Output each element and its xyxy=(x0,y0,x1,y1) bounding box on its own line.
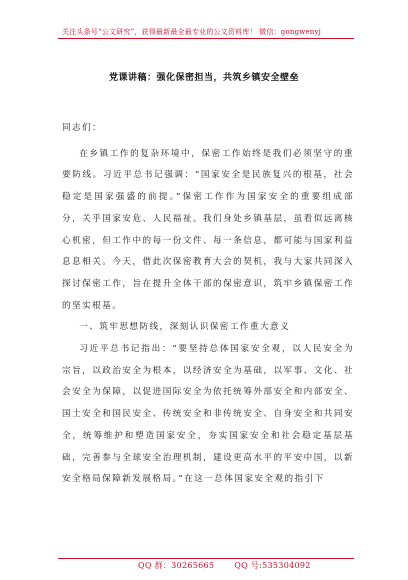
section-heading: 一、筑牢思想防线，深刻认识保密工作重大意义 xyxy=(79,322,291,333)
header-banner-text: 关注头条号“公文研究”，获得最新最全最专业的公文资料库！ 微信：gongwenyj xyxy=(62,28,322,36)
footer-contact xyxy=(138,560,311,571)
salutation: 同志们： xyxy=(62,123,103,133)
footer-qq-number: QQ 号:535304092 xyxy=(234,561,311,570)
section-paragraph: 习近平总书记指出：“要坚持总体国家安全观，以人民安全为宗旨，以政治安全为根本，以经济安全为基础，以军事、文化、社会安全为保障，以促进国际安全为依托统筹外部安全和内部安全、国土安全和国民安全、传统安全和非传统安全、自身安全和共同安全，统筹维护和塑造国家安全，夯实国家安全和社会稳定基层基础，完善参与全球安全治理机制，建设更高水平的平安中国，以新安全格局保障新发展格局。”在这一总体国家安全观的指引下 xyxy=(62,344,354,485)
footer-qq-group: QQ 群：30265665 xyxy=(138,561,215,570)
document-title: 党课讲稿：强化保密担当，共筑乡镇安全壁垒 xyxy=(108,73,299,83)
intro-paragraph: 在乡镇工作的复杂环境中，保密工作始终是我们必须坚守的重要防线。习近平总书记强调：“国家安全是民族复兴的根基，社会稳定是国家强盛的前提。”保密工作作为国家安全的重要组成部分，关乎国家安危、人民福祉。我们身处乡镇基层，虽看似远离核心机密，但工作中的每一份文件、每一条信息，都可能与国家利益息息相关。今天，借此次保密教育大会的契机，我与大家共同深入探讨保密工作，旨在提升全体干部的保密意识，筑牢乡镇保密工作的坚实根基。 xyxy=(62,148,354,311)
header-divider xyxy=(58,38,354,39)
page-header xyxy=(0,0,408,38)
footer-divider xyxy=(58,558,354,559)
document-body xyxy=(62,118,354,491)
page-footer xyxy=(0,558,408,580)
